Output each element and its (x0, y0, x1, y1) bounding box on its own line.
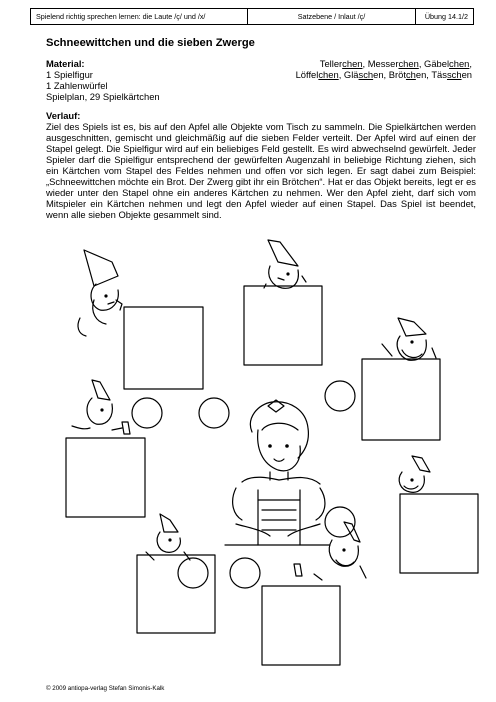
path-circle (199, 398, 229, 428)
header-topic: Satzebene / Inlaut /ç/ (248, 9, 416, 24)
material-item: 1 Zahlenwürfel (46, 80, 108, 91)
path-circle (325, 507, 355, 537)
dwarf-figure (146, 514, 190, 560)
card-field (124, 307, 203, 389)
path-circle (132, 398, 162, 428)
card-field (66, 438, 145, 517)
instructions-text: Ziel des Spiels ist es, bis auf den Apfel alle Objekte vom Tisch zu sammeln. Die Spielkärtchen werden ausgeschnitten, gemischt und gleichmäßig auf die sieben Felder verteilt. Der Apfel wird auf einen der Stapel gelegt. Die Spielfigur wird auf ein beliebiges Feld gestellt. Es wird abwechselnd gewürfelt. Jeder Spieler darf die Spielfigur entsprechend der gewürfelten Augenzahl in beliebige Richtung ziehen, sich ein Kärtchen vom Stapel des Feldes nehmen und offen vor sich legen. Er sagt dabei zum Beispiel: „Schneewittchen möchte ein Brot. Der Zwerg gibt ihr ein Brötchen“. Hat er das Objekt bereits, legt er es wieder unter den Stapel ohne ein anderes Kärtchen zu nehmen. Wer den Apfel zieht, darf sich vom Mitspieler ein Kärtchen nehmen und legt den Apfel wieder auf einen Stapel. Das Spiel ist beendet, wenn alle sieben Objekte gesammelt sind. (46, 121, 476, 220)
material-heading: Material: (46, 58, 85, 69)
dwarf-figure (294, 522, 366, 580)
dwarf-figure (399, 456, 430, 492)
card-field (362, 359, 440, 440)
instructions-heading: Verlauf: (46, 110, 81, 121)
card-field (244, 286, 322, 365)
header-exercise-number: Übung 14.1/2 (424, 12, 468, 21)
target-words-line-2: Löffelchen, Gläschen, Brötchen, Tässchen (295, 69, 472, 80)
target-words-line-1: Tellerchen, Messerchen, Gäbelchen, (319, 58, 472, 69)
header-series-title: Spielend richtig sprechen lernen: die Laute /ç/ und /x/ (31, 9, 248, 24)
page-title: Schneewittchen und die sieben Zwerge (46, 37, 255, 49)
dwarf-figure (264, 240, 306, 288)
card-field (400, 494, 478, 573)
card-field (262, 586, 340, 665)
material-item: 1 Spielfigur (46, 69, 93, 80)
path-circle (230, 558, 260, 588)
material-item: Spielplan, 29 Spielkärtchen (46, 91, 160, 102)
path-circle (178, 558, 208, 588)
copyright-footer: © 2009 antiopa-verlag Stefan Simonis-Kalk (46, 685, 165, 692)
snow-white-figure (225, 400, 330, 545)
dwarf-figure (78, 250, 122, 336)
dwarf-figure (382, 318, 436, 360)
dwarf-figure (72, 380, 130, 434)
path-circle (325, 381, 355, 411)
card-field (137, 555, 215, 633)
